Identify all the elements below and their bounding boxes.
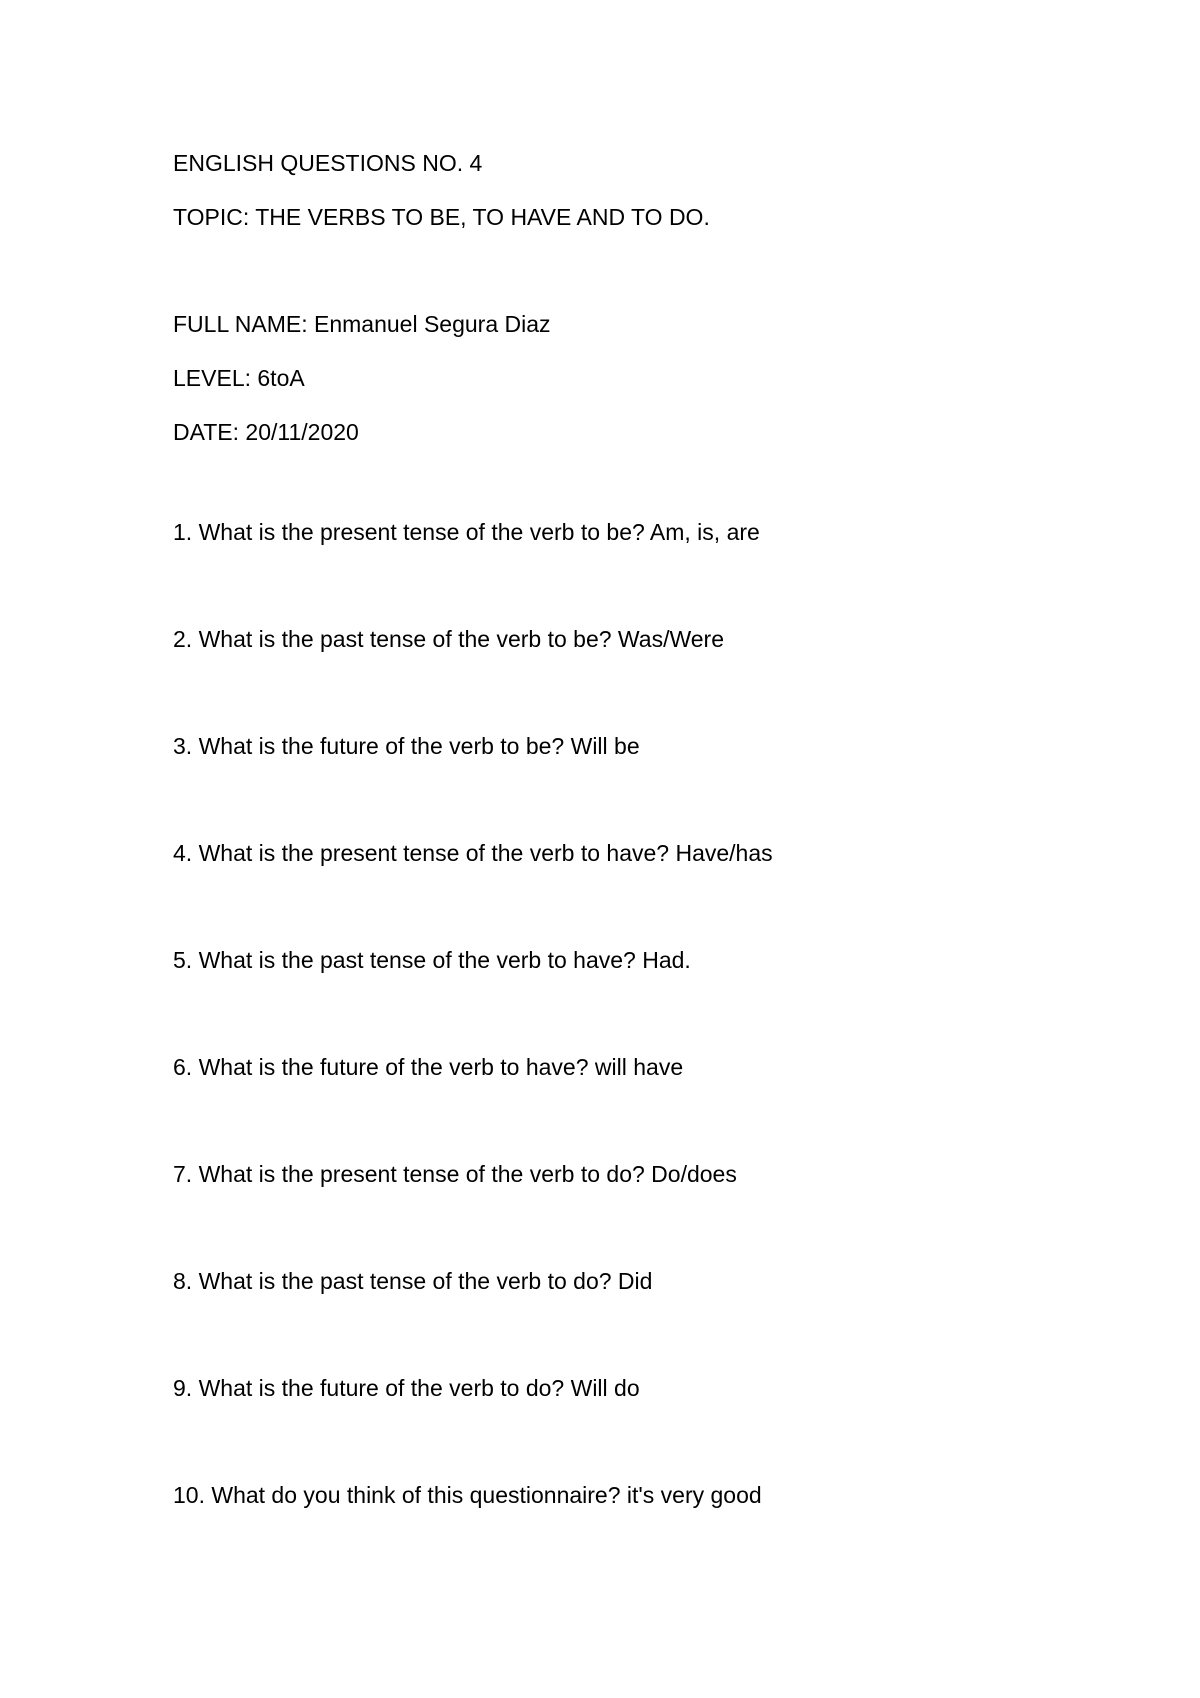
question-1: 1. What is the present tense of the verb to be? Am, is, are xyxy=(173,519,760,545)
question-10: 10. What do you think of this questionnaire? it's very good xyxy=(173,1482,762,1508)
document-title: ENGLISH QUESTIONS NO. 4 xyxy=(173,150,483,176)
question-8: 8. What is the past tense of the verb to do? Did xyxy=(173,1268,653,1294)
question-3: 3. What is the future of the verb to be? Will be xyxy=(173,733,640,759)
question-7: 7. What is the present tense of the verb to do? Do/does xyxy=(173,1161,737,1187)
question-4: 4. What is the present tense of the verb to have? Have/has xyxy=(173,840,773,866)
question-6: 6. What is the future of the verb to have? will have xyxy=(173,1054,684,1080)
question-5: 5. What is the past tense of the verb to have? Had. xyxy=(173,947,691,973)
question-9: 9. What is the future of the verb to do? Will do xyxy=(173,1375,640,1401)
date-field: DATE: 20/11/2020 xyxy=(173,419,359,445)
level-field: LEVEL: 6toA xyxy=(173,365,305,391)
full-name-field: FULL NAME: Enmanuel Segura Diaz xyxy=(173,311,551,337)
document-topic: TOPIC: THE VERBS TO BE, TO HAVE AND TO DO. xyxy=(173,204,710,230)
question-2: 2. What is the past tense of the verb to be? Was/Were xyxy=(173,626,725,652)
